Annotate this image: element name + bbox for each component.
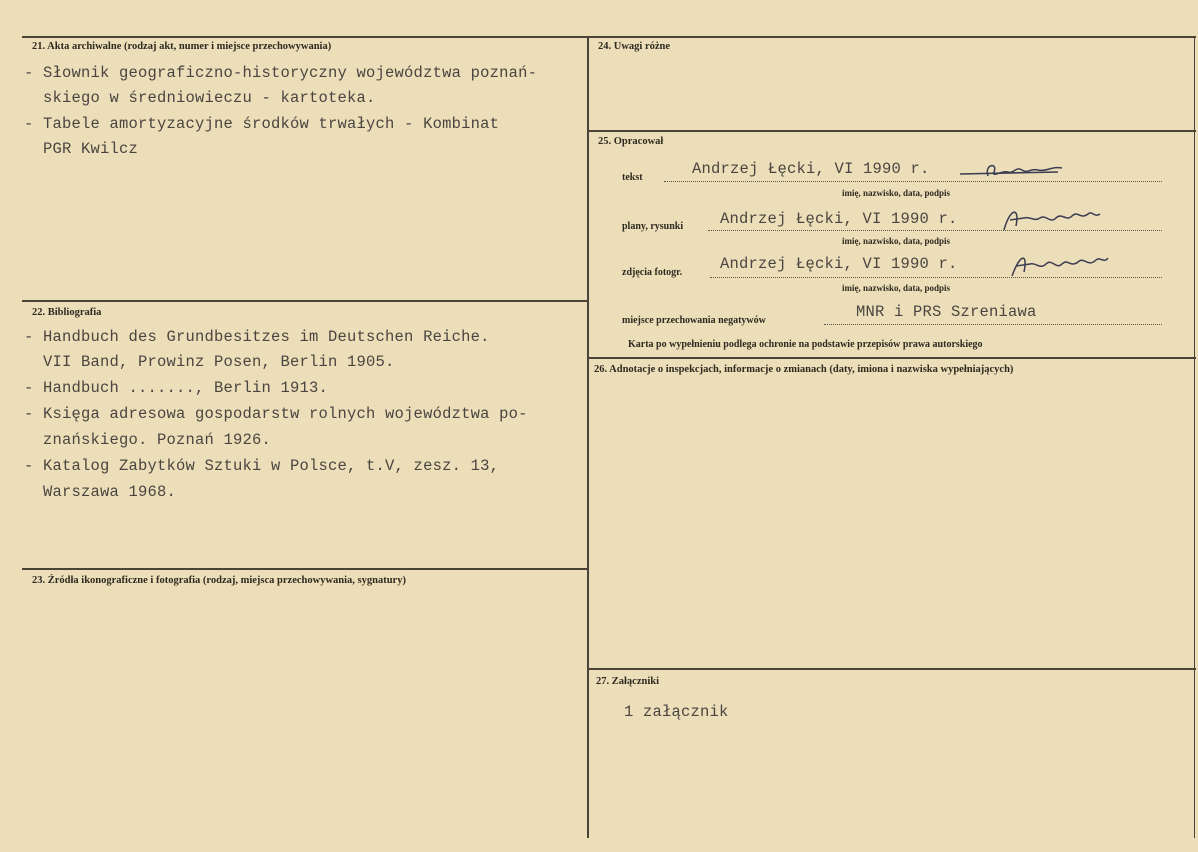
rule-25 xyxy=(588,130,1196,132)
section-21-line: - Tabele amortyzacyjne środków trwałych - Kombinat xyxy=(24,115,500,133)
section-24-label: 24. Uwagi różne xyxy=(598,41,671,52)
section-21-line: - Słownik geograficzno-historyczny województwa poznań- xyxy=(24,64,538,82)
field-label-zdjecia: zdjęcia fotogr. xyxy=(622,267,683,278)
field-caption-zdjecia: imię, nazwisko, data, podpis xyxy=(842,283,951,293)
field-label-tekst: tekst xyxy=(622,172,643,183)
rule-27 xyxy=(588,668,1196,670)
section-22-line: - Handbuch des Grundbesitzes im Deutschen Reiche. xyxy=(24,328,490,346)
top-rule xyxy=(22,36,1196,38)
field-label-plany: plany, rysunki xyxy=(622,221,684,232)
copyright-note: Karta po wypełnieniu podlega ochronie na podstawie przepisów prawa autorskiego xyxy=(628,339,983,350)
section-23-label: 23. Źródła ikonograficzne i fotografia (rodzaj, miejsca przechowywania, sygnatury) xyxy=(32,575,406,586)
section-22-line: - Katalog Zabytków Sztuki w Polsce, t.V, zesz. 13, xyxy=(24,457,500,475)
section-22-line: Warszawa 1968. xyxy=(43,483,177,501)
signature-zdjecia xyxy=(1008,250,1112,280)
signature-plany xyxy=(1000,204,1104,234)
field-value-plany: Andrzej Łęcki, VI 1990 r. xyxy=(720,210,958,228)
section-26-label: 26. Adnotacje o inspekcjach, informacje o zmianach (daty, imiona i nazwiska wypełniających) xyxy=(594,364,1014,375)
rule-22 xyxy=(22,300,588,302)
negatives-line xyxy=(824,324,1162,325)
section-27-value: 1 załącznik xyxy=(624,703,729,721)
section-22-line: znańskiego. Poznań 1926. xyxy=(43,431,272,449)
section-27-label: 27. Załączniki xyxy=(596,676,660,687)
section-21-label: 21. Akta archiwalne (rodzaj akt, numer i miejsce przechowywania) xyxy=(32,41,332,52)
field-value-tekst: Andrzej Łęcki, VI 1990 r. xyxy=(692,160,930,178)
section-22-line: VII Band, Prowinz Posen, Berlin 1905. xyxy=(43,353,395,371)
section-25-label: 25. Opracował xyxy=(598,136,664,147)
center-divider xyxy=(587,36,589,838)
section-21-line: skiego w średniowieczu - kartoteka. xyxy=(43,89,376,107)
field-value-zdjecia: Andrzej Łęcki, VI 1990 r. xyxy=(720,255,958,273)
negatives-value: MNR i PRS Szreniawa xyxy=(856,303,1037,321)
rule-23 xyxy=(22,568,588,570)
section-21-line: PGR Kwilcz xyxy=(43,140,139,158)
signature-tekst xyxy=(958,158,1068,184)
negatives-label: miejsce przechowania negatywów xyxy=(622,315,766,326)
section-22-line: - Handbuch ......., Berlin 1913. xyxy=(24,379,329,397)
section-22-label: 22. Bibliografia xyxy=(32,307,102,318)
field-line-tekst xyxy=(664,181,1162,182)
right-edge xyxy=(1194,36,1195,838)
field-caption-plany: imię, nazwisko, data, podpis xyxy=(842,236,951,246)
rule-26 xyxy=(588,357,1196,359)
section-22-line: - Księga adresowa gospodarstw rolnych województwa po- xyxy=(24,405,528,423)
field-caption-tekst: imię, nazwisko, data, podpis xyxy=(842,188,951,198)
